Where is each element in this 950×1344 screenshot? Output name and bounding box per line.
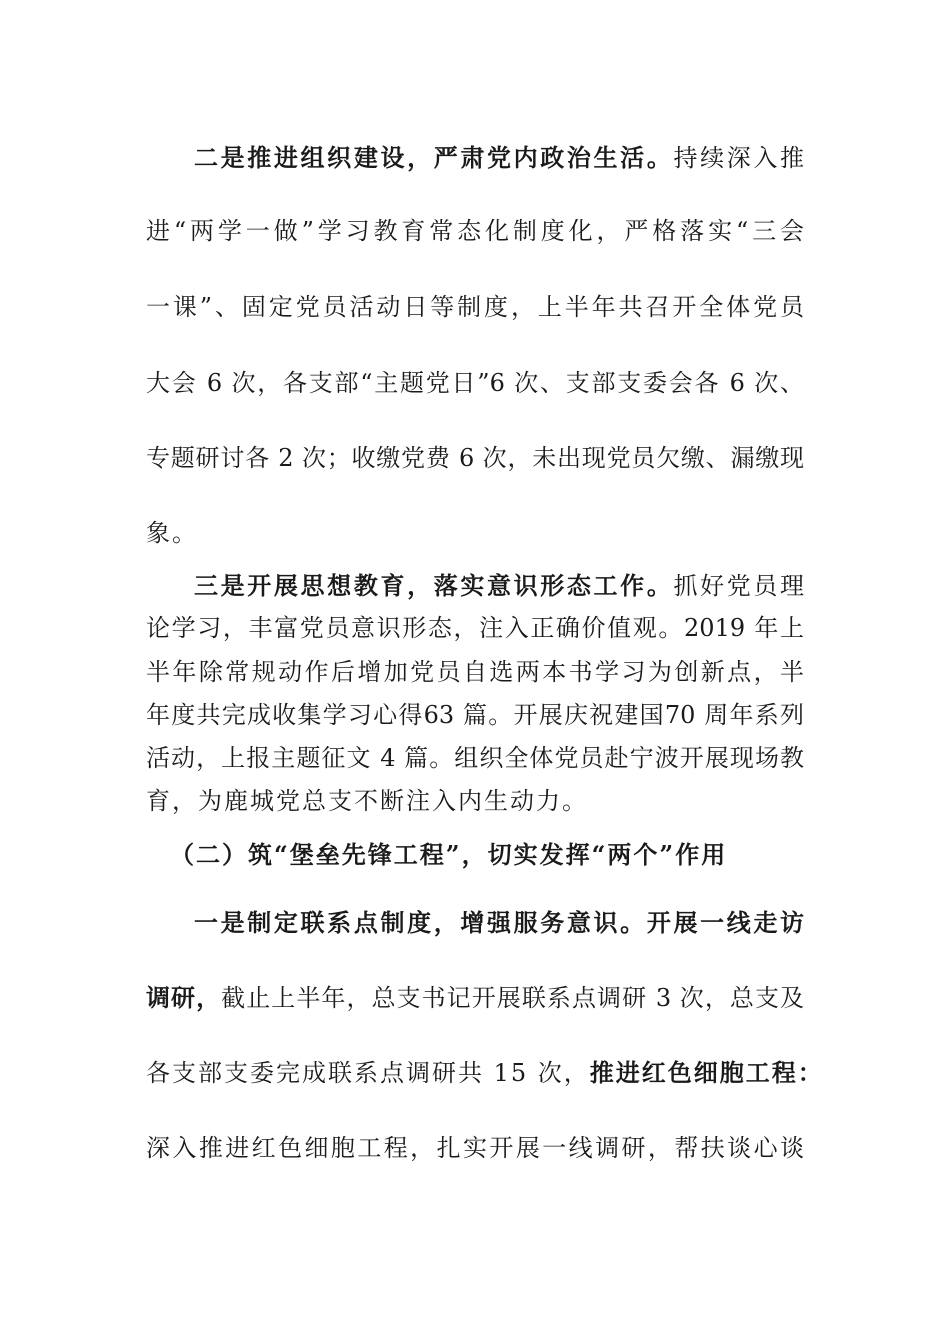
p1-line-1-rest: 持续深入推 xyxy=(673,144,804,172)
p2-line-3: 半年除常规动作后增加党员自选两本书学习为创新点，半 xyxy=(146,658,804,686)
p1-line-2: 进“两学一做”学习教育常态化制度化，严格落实“三会 xyxy=(146,217,804,245)
p2-line-1-rest: 抓好党员理 xyxy=(673,572,804,600)
p2-line-6: 育，为鹿城党总支不断注入内生动力。 xyxy=(146,787,588,815)
p1-line-5: 专题研讨各 2 次；收缴党费 6 次，未出现党员欠缴、漏缴现 xyxy=(146,444,804,472)
p3-line-2-rest: 截止上半年，总支书记开展联系点调研 3 次，总支及 xyxy=(221,984,804,1012)
p3-line-3-normal: 各支部支委完成联系点调研共 15 次， xyxy=(146,1059,590,1087)
p2-line-5: 活动，上报主题征文 4 篇。组织全体党员赴宁波开展现场教 xyxy=(146,744,804,772)
p1-line-1 xyxy=(194,138,804,173)
p2-line-2: 论学习，丰富党员意识形态，注入正确价值观。2019 年上 xyxy=(146,614,804,642)
p3-line-2-bold: 调研， xyxy=(146,983,222,1012)
p1-line-6: 象。 xyxy=(146,519,198,547)
p1-line-3: 一课”、固定党员活动日等制度，上半年共召开全体党员 xyxy=(146,293,804,321)
p3-line-3-bold: 推进红色细胞工程： xyxy=(589,1058,824,1087)
p2-bold-lead: 三是开展思想教育，落实意识形态工作。 xyxy=(194,571,674,600)
p1-bold-lead: 二是推进组织建设，严肃党内政治生活。 xyxy=(194,143,674,172)
p3-line-3 xyxy=(146,1053,824,1088)
p3-line-1: 一是制定联系点制度，增强服务意识。开展一线走访 xyxy=(194,908,804,937)
p2-line-4: 年度共完成收集学习心得63 篇。开展庆祝建国70 周年系列 xyxy=(146,701,804,729)
section-heading: （二）筑“堡垒先锋工程”，切实发挥“两个”作用 xyxy=(170,840,728,869)
p3-line-4: 深入推进红色细胞工程，扎实开展一线调研，帮扶谈心谈 xyxy=(146,1134,804,1162)
p3-line-2 xyxy=(146,978,804,1013)
p1-line-4: 大会 6 次，各支部“主题党日”6 次、支部支委会各 6 次、 xyxy=(146,369,804,397)
p2-line-1 xyxy=(194,566,804,601)
